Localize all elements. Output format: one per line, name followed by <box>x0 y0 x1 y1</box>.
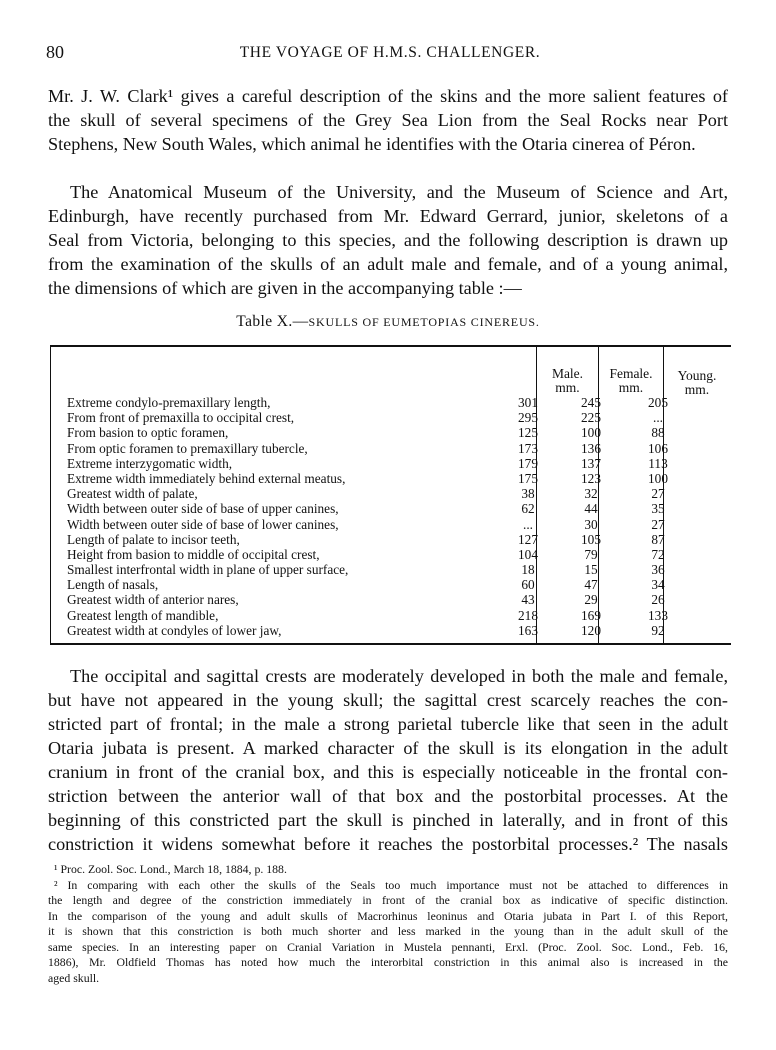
cell-male: 125 <box>518 425 538 441</box>
cell-female: 120 <box>581 622 601 638</box>
table-row <box>67 471 717 486</box>
cell-female: 30 <box>584 516 598 532</box>
column-header-female <box>599 367 663 395</box>
cell-young: 35 <box>651 501 665 517</box>
column-label: Female. <box>609 366 653 381</box>
cell-young: 34 <box>651 577 665 593</box>
table-row <box>67 425 717 440</box>
cell-female: 15 <box>584 562 598 578</box>
cell-male: 60 <box>521 577 535 593</box>
row-label: Extreme interzygomatic width, <box>67 455 233 471</box>
column-label: Male. <box>551 366 584 381</box>
table-row <box>67 608 717 623</box>
text-line: Mr. J. W. Clark¹ gives a careful description of the skins and the more salient features of <box>48 86 728 106</box>
text-line: the skull of several specimens of the Grey Sea Lion from the Seal Rocks near Port <box>48 110 728 130</box>
running-title: THE VOYAGE OF H.M.S. CHALLENGER. <box>239 44 541 61</box>
row-label: Width between outer side of base of upper canines, <box>67 501 339 517</box>
cell-female: 245 <box>581 395 601 410</box>
column-header-male <box>537 367 598 395</box>
table-row <box>67 456 717 471</box>
row-label: Greatest length of mandible, <box>67 607 219 623</box>
text-line: constriction it widens somewhat before it reaches the postorbital processes.² The nasals <box>48 834 728 854</box>
row-label: From optic foramen to premaxillary tubercle, <box>67 440 308 456</box>
footnote-line: it is shown that this constriction is both much shorter and less marked in the young than in the adult skull of the <box>48 924 728 938</box>
footnote-line: ¹ Proc. Zool. Soc. Lond., March 18, 1884, p. 188. <box>54 862 287 876</box>
cell-male: 38 <box>521 486 535 502</box>
page-header <box>46 42 734 66</box>
cell-young: 36 <box>651 562 665 578</box>
cell-female: 137 <box>581 455 601 471</box>
text-line: Stephens, New South Wales, which animal he identifies with the Otaria cinerea of Péron. <box>48 134 696 154</box>
row-label: Length of nasals, <box>67 577 159 593</box>
row-label: Greatest width at condyles of lower jaw, <box>67 622 282 638</box>
column-unit: mm. <box>555 380 580 395</box>
cell-female: 100 <box>581 425 601 441</box>
table-row <box>67 623 717 638</box>
table-row <box>67 395 717 410</box>
text-line: but have not appeared in the young skull; the sagittal crest scarcely reaches the con- <box>48 690 728 710</box>
text-line: Seal from Victoria, belonging to this species, and the following description is drawn up <box>48 230 728 250</box>
column-label: Young. <box>677 368 717 383</box>
text-line: beginning of this constricted part the skull is pinched in laterally, and in front of this <box>48 810 728 830</box>
cell-young: 87 <box>651 531 665 547</box>
cell-male: 18 <box>521 562 535 578</box>
table-row <box>67 441 717 456</box>
cell-female: 29 <box>584 592 598 608</box>
cell-male: 173 <box>518 440 538 456</box>
cell-male: ... <box>523 516 533 532</box>
skull-dimensions-table <box>50 345 731 645</box>
text-line: Otaria jubata is present. A marked character of the skull is its elongation in the adult <box>48 738 728 758</box>
row-label: Length of palate to incisor teeth, <box>67 531 240 547</box>
crests-paragraph <box>48 664 728 856</box>
cell-male: 104 <box>518 546 538 562</box>
cell-young: 205 <box>648 395 668 410</box>
column-header-young <box>664 369 730 397</box>
column-unit: mm. <box>618 380 644 395</box>
table-row <box>67 517 717 532</box>
table-title-prefix: Table X.— <box>236 313 309 330</box>
cell-male: 179 <box>518 455 538 471</box>
cell-female: 136 <box>581 440 601 456</box>
text-line: cranium in front of the cranial box, and this is especially noticeable in the frontal con- <box>48 762 728 782</box>
cell-female: 79 <box>584 546 598 562</box>
cell-female: 105 <box>581 531 601 547</box>
cell-female: 225 <box>581 410 601 426</box>
text-line: the dimensions of which are given in the accompanying table :— <box>48 278 522 298</box>
cell-male: 175 <box>518 470 538 486</box>
row-label: Height from basion to middle of occipital crest, <box>67 546 320 562</box>
row-label: Width between outer side of base of lower canines, <box>67 516 339 532</box>
text-line: stricted part of frontal; in the male a strong parietal tubercle like that seen in the adult <box>48 714 728 734</box>
footnote-line: In the comparison of the young and adult skulls of Macrorhinus leoninus and Otaria jubata in Part I. of this Report, <box>48 908 728 923</box>
text-line: The Anatomical Museum of the University, and the Museum of Science and Art, <box>70 182 728 202</box>
cell-female: 123 <box>581 470 601 486</box>
row-label: Greatest width of anterior nares, <box>67 592 239 608</box>
cell-young: 72 <box>651 546 665 562</box>
row-label: Extreme width immediately behind external meatus, <box>67 470 346 486</box>
page-number: 80 <box>46 42 64 62</box>
footnotes <box>48 862 728 986</box>
cell-male: 218 <box>518 607 538 623</box>
cell-male: 127 <box>518 531 538 547</box>
row-label: Smallest interfrontal width in plane of upper surface, <box>67 562 349 578</box>
text-line: from the examination of the skulls of an adult male and female, and of a young animal, <box>48 254 728 274</box>
cell-female: 32 <box>584 486 598 502</box>
table-title <box>0 313 776 331</box>
cell-young: 133 <box>648 607 668 623</box>
table-row <box>67 562 717 577</box>
cell-young: 27 <box>651 486 665 502</box>
cell-young: 26 <box>651 592 665 608</box>
footnote-line: ² In comparing with each other the skulls of the Seals too much importance must not be attached to differences in <box>54 877 728 892</box>
row-label: From basion to optic foramen, <box>67 425 229 441</box>
cell-young: 113 <box>648 455 668 471</box>
cell-young: 100 <box>648 470 668 486</box>
cell-young: 88 <box>651 425 665 441</box>
text-line: striction between the anterior wall of that box and the postorbital processes. At the <box>48 786 728 806</box>
column-unit: mm. <box>684 382 710 397</box>
text-line: Edinburgh, have recently purchased from Mr. Edward Gerrard, junior, skeletons of a <box>48 206 728 226</box>
table-row <box>67 501 717 516</box>
row-label: Extreme condylo-premaxillary length, <box>67 395 271 410</box>
cell-young: 92 <box>651 622 665 638</box>
intro-paragraph <box>48 84 728 156</box>
footnote-line: same species. In an interesting paper on Cranial Variation in Mustela pennanti, Erxl. (Proc. Zool. Soc. Lond., Feb. 16, <box>48 939 728 954</box>
footnote-line: 1886), Mr. Oldfield Thomas has noted how much the interorbital constriction in this animal also is increased in the <box>48 955 728 969</box>
cell-female: 47 <box>584 577 598 593</box>
cell-male: 301 <box>518 395 538 410</box>
footnote-line: the length and degree of the constriction immediately in front of the cranial box as indicative of specific distinction. <box>48 893 728 907</box>
cell-female: 44 <box>584 501 598 517</box>
row-label: From front of premaxilla to occipital crest, <box>67 410 295 426</box>
table-row <box>67 410 717 425</box>
cell-young: ... <box>653 410 663 426</box>
table-row <box>67 592 717 607</box>
cell-male: 163 <box>518 622 538 638</box>
museum-paragraph <box>48 180 728 300</box>
table-row <box>67 532 717 547</box>
cell-female: 169 <box>581 607 601 623</box>
cell-young: 27 <box>651 516 665 532</box>
table-title-caps: SKULLS OF EUMETOPIAS CINEREUS. <box>308 315 540 329</box>
text-line: The occipital and sagittal crests are moderately developed in both the male and female, <box>70 666 728 686</box>
table-body <box>67 395 717 638</box>
cell-young: 106 <box>648 440 668 456</box>
cell-male: 62 <box>521 501 535 517</box>
table-row <box>67 577 717 592</box>
table-row <box>67 547 717 562</box>
table-row <box>67 486 717 501</box>
row-label: Greatest width of palate, <box>67 486 198 502</box>
cell-male: 295 <box>518 410 538 426</box>
cell-male: 43 <box>521 592 535 608</box>
footnote-line: aged skull. <box>48 970 100 985</box>
